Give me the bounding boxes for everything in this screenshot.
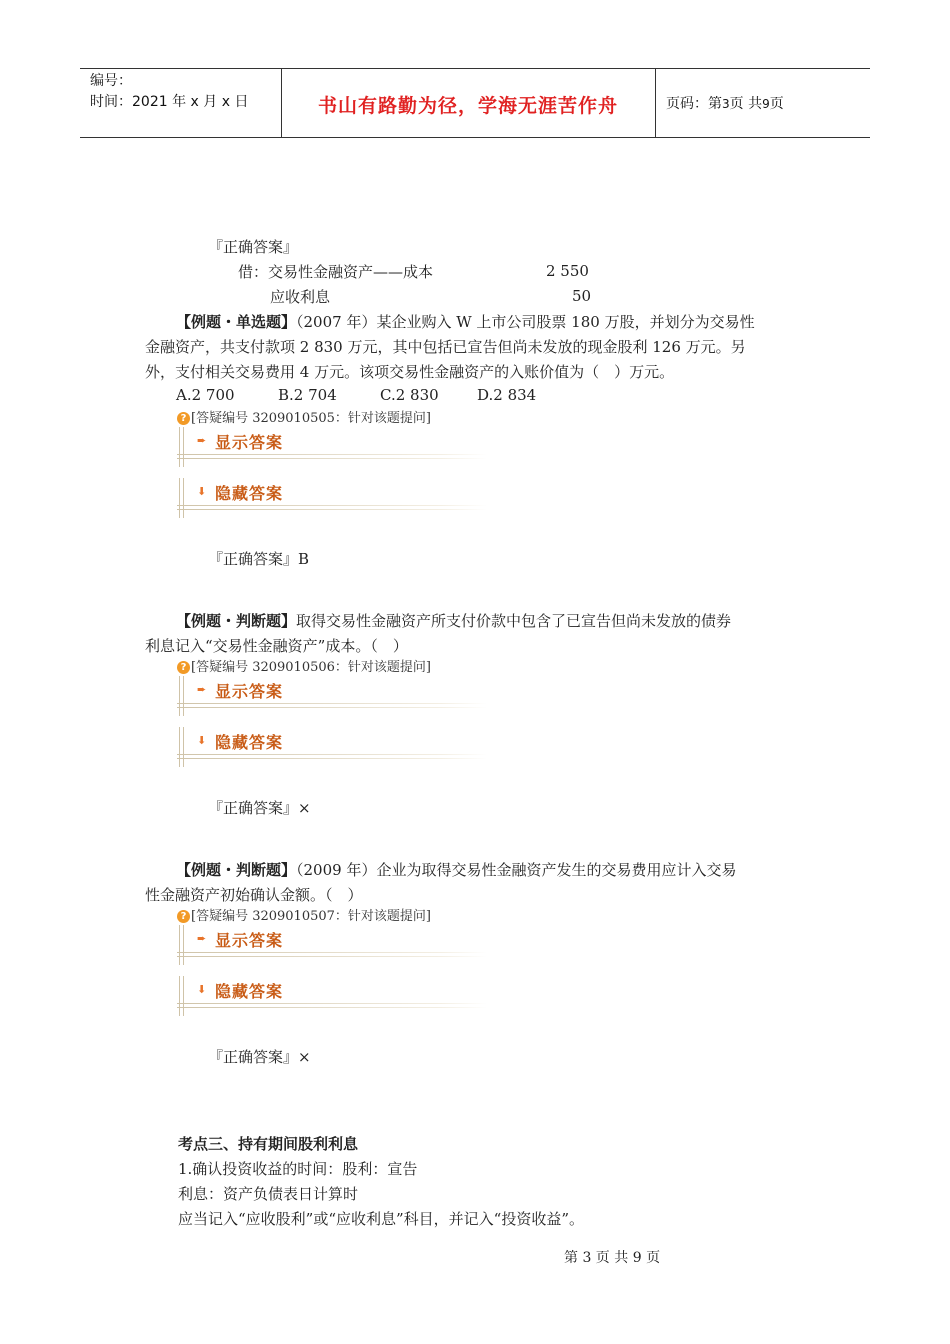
number-label: 编号： — [90, 73, 132, 89]
question-line: 金融资产，共支付款项 2 830 万元，其中包括已宣告但尚未发放的现金股利 126 万元。另 — [145, 338, 746, 356]
question-circle-icon: ? — [177, 661, 190, 674]
header-meta — [90, 71, 248, 113]
page-current: 3 — [722, 97, 730, 111]
correct-answer: 『正确答案』× — [208, 1048, 311, 1066]
answer-label: 『正确答案』 — [208, 238, 299, 256]
ask-question-link[interactable]: ? [答疑编号 3209010506：针对该题提问] — [177, 656, 431, 675]
ask-question-link[interactable]: ? [答疑编号 3209010505：针对该题提问] — [177, 407, 431, 426]
page-indicator: 页码：第3页 共9页 — [666, 96, 784, 112]
correct-answer: 『正确答案』B — [208, 550, 310, 568]
header-table — [80, 68, 870, 138]
question-circle-icon: ? — [177, 910, 190, 923]
arrow-right-icon: ➨ — [197, 683, 207, 696]
page-footer: 第 3 页 共 9 页 — [564, 1250, 661, 1266]
option-a: A.2 700 — [176, 386, 235, 404]
hide-answer-button[interactable]: ⬇ 隐藏答案 — [177, 976, 487, 1016]
show-answer-button[interactable]: ➨ 显示答案 — [177, 925, 487, 965]
question-circle-icon: ? — [177, 412, 190, 425]
journal-amount: 50 — [572, 287, 592, 305]
journal-amount: 2 550 — [546, 262, 589, 280]
question-line: 性金融资产初始确认金额。（ ） — [145, 886, 363, 904]
header-divider — [655, 69, 656, 137]
hide-answer-button[interactable]: ⬇ 隐藏答案 — [177, 478, 487, 518]
question-line: 利息记入“交易性金融资产”成本。（ ） — [145, 637, 408, 655]
question-tag: 【例题・判断题】 — [176, 612, 297, 630]
option-d: D.2 834 — [477, 386, 537, 404]
journal-line: 应收利息 — [270, 288, 331, 306]
question-line: 【例题・判断题】取得交易性金融资产所支付价款中包含了已宣告但尚未发放的债券 — [176, 612, 732, 630]
option-c: C.2 830 — [380, 386, 439, 404]
journal-line: 借：交易性金融资产——成本 — [238, 263, 434, 281]
body-line: 利息：资产负债表日计算时 — [178, 1185, 359, 1203]
arrow-down-icon: ⬇ — [197, 485, 207, 498]
arrow-down-icon: ⬇ — [197, 734, 207, 747]
question-tag: 【例题・判断题】 — [176, 861, 297, 879]
arrow-down-icon: ⬇ — [197, 983, 207, 996]
arrow-right-icon: ➨ — [197, 932, 207, 945]
page-total: 9 — [762, 97, 770, 111]
question-line: 外，支付相关交易费用 4 万元。该项交易性金融资产的入账价值为（ ）万元。 — [145, 363, 675, 381]
question-tag: 【例题・单选题】 — [176, 313, 297, 331]
body-line: 应当记入“应收股利”或“应收利息”科目，并记入“投资收益”。 — [178, 1210, 585, 1228]
option-b: B.2 704 — [278, 386, 337, 404]
question-line: 【例题・单选题】（2007 年）某企业购入 W 上市公司股票 180 万股，并划分为交易性 — [176, 313, 755, 331]
options-row — [176, 386, 536, 404]
question-line: 【例题・判断题】（2009 年）企业为取得交易性金融资产发生的交易费用应计入交易 — [176, 861, 737, 879]
section-title: 考点三、持有期间股利利息 — [178, 1135, 359, 1153]
arrow-right-icon: ➨ — [197, 434, 207, 447]
body-line: 1.确认投资收益的时间：股利：宣告 — [178, 1160, 418, 1178]
show-answer-button[interactable]: ➨ 显示答案 — [177, 427, 487, 467]
motto: 书山有路勤为径，学海无涯苦作舟 — [317, 95, 618, 117]
ask-question-link[interactable]: ? [答疑编号 3209010507：针对该题提问] — [177, 905, 431, 924]
show-answer-button[interactable]: ➨ 显示答案 — [177, 676, 487, 716]
time-label: 时间：2021 年 x 月 x 日 — [90, 94, 249, 110]
hide-answer-button[interactable]: ⬇ 隐藏答案 — [177, 727, 487, 767]
correct-answer: 『正确答案』× — [208, 799, 311, 817]
